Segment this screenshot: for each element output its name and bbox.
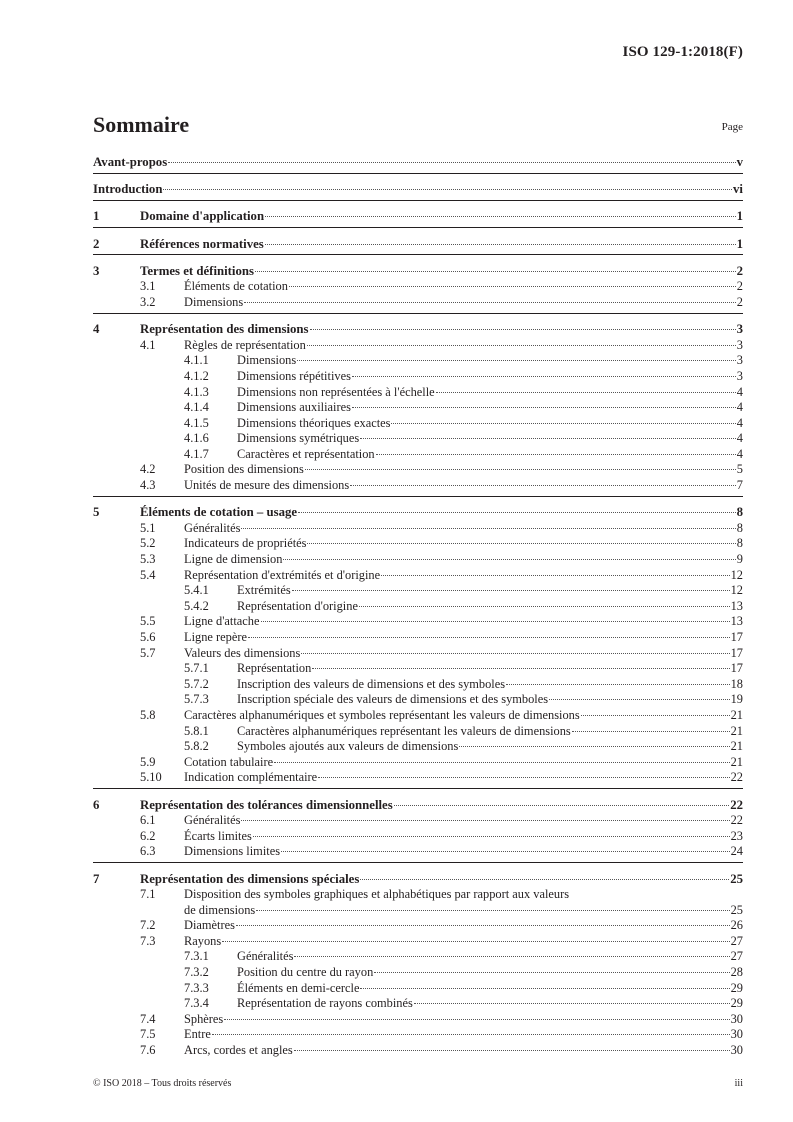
toc-entry-page[interactable]: 19 bbox=[730, 692, 743, 707]
toc-entry-number: 7.6 bbox=[140, 1043, 156, 1058]
toc-entry-number: 5.8.2 bbox=[184, 739, 209, 754]
toc-entry-label[interactable]: Dimensions répétitives bbox=[237, 368, 351, 383]
toc-entry-page[interactable]: 21 bbox=[730, 754, 743, 769]
dot-leader bbox=[310, 329, 736, 330]
toc-entry-page[interactable]: 27 bbox=[730, 933, 743, 948]
toc-entry-label[interactable]: Extrémités bbox=[237, 583, 291, 598]
toc-entry[interactable] bbox=[93, 505, 743, 521]
dot-leader bbox=[265, 216, 736, 217]
toc-entry-page[interactable]: 4 bbox=[736, 446, 743, 461]
toc-entry-number: 4.1 bbox=[140, 337, 156, 352]
toc-entry[interactable] bbox=[93, 279, 743, 295]
dot-leader bbox=[274, 762, 729, 763]
toc-entry[interactable] bbox=[93, 903, 743, 919]
dot-leader bbox=[572, 731, 730, 732]
footer-copyright: © ISO 2018 – Tous droits réservés bbox=[93, 1078, 232, 1089]
toc-entry-number: 6.2 bbox=[140, 828, 156, 843]
toc-entry-label[interactable]: Généralités bbox=[184, 520, 241, 535]
toc-entry-page[interactable]: 12 bbox=[730, 567, 743, 582]
toc-entry-number: 5.7.1 bbox=[184, 661, 209, 676]
toc-entry[interactable] bbox=[93, 996, 743, 1012]
toc-entry-number: 5.5 bbox=[140, 614, 156, 629]
toc-entry-number: 1 bbox=[93, 209, 100, 224]
dot-leader bbox=[549, 699, 730, 700]
toc-entry-label[interactable]: Caractères et représentation bbox=[237, 446, 375, 461]
toc-entry-label[interactable]: Position du centre du rayon bbox=[237, 965, 374, 980]
dot-leader bbox=[261, 621, 730, 622]
dot-leader bbox=[581, 715, 730, 716]
toc-entry[interactable] bbox=[93, 949, 743, 965]
toc-entry-page[interactable]: 29 bbox=[730, 996, 743, 1011]
toc-entry-label[interactable]: Représentation d'extrémités et d'origine bbox=[184, 567, 381, 582]
toc-entry-number: 6.1 bbox=[140, 813, 156, 828]
toc-entry[interactable] bbox=[93, 385, 743, 401]
toc-entry-label[interactable]: Sphères bbox=[184, 1011, 224, 1026]
toc-entry-number: 3.1 bbox=[140, 279, 156, 294]
toc-entry[interactable] bbox=[93, 813, 743, 829]
toc-entry[interactable] bbox=[93, 182, 743, 198]
toc-entry-number: 5.9 bbox=[140, 754, 156, 769]
dot-leader bbox=[294, 956, 729, 957]
toc-entry-page[interactable]: 17 bbox=[730, 630, 743, 644]
toc-entry-label[interactable]: Dimensions bbox=[184, 294, 244, 309]
toc-entry-label[interactable]: Écarts limites bbox=[184, 828, 252, 843]
toc-entry-page[interactable]: 30 bbox=[730, 1011, 743, 1026]
toc-entry[interactable] bbox=[93, 416, 743, 432]
toc-entry[interactable] bbox=[93, 338, 743, 354]
toc-entry-page[interactable]: 8 bbox=[736, 520, 743, 535]
toc-entry-number: 4.1.2 bbox=[184, 368, 209, 383]
dot-leader bbox=[391, 423, 735, 424]
toc-entry[interactable] bbox=[93, 462, 743, 478]
toc-entry-number: 5.2 bbox=[140, 536, 156, 551]
toc-entry-page[interactable]: 13 bbox=[730, 598, 743, 613]
toc-entry-label[interactable]: Ligne repère bbox=[184, 630, 247, 644]
dot-leader bbox=[352, 407, 736, 408]
dot-leader bbox=[265, 244, 736, 245]
toc-entry-page[interactable]: 3 bbox=[736, 353, 743, 368]
toc-entry[interactable] bbox=[93, 447, 743, 463]
dot-leader bbox=[281, 851, 730, 852]
toc-entry-number: 4.1.6 bbox=[184, 431, 209, 446]
toc-entry-page[interactable]: 8 bbox=[736, 505, 743, 520]
dot-leader bbox=[163, 189, 732, 190]
toc-entry[interactable] bbox=[93, 264, 743, 280]
toc-entry-page[interactable]: 4 bbox=[736, 400, 743, 415]
toc-entry-label[interactable]: Dimensions théoriques exactes bbox=[237, 415, 391, 430]
toc-entry-page[interactable]: 21 bbox=[730, 723, 743, 738]
toc-entry[interactable] bbox=[93, 599, 743, 615]
toc-entry-page[interactable]: 22 bbox=[730, 813, 743, 828]
toc-entry-page[interactable]: 23 bbox=[730, 828, 743, 843]
toc-entry[interactable] bbox=[93, 369, 743, 385]
toc-entry[interactable] bbox=[93, 431, 743, 447]
toc-entry-number: 7.3.1 bbox=[184, 949, 209, 964]
toc-entry-number: 7.3.2 bbox=[184, 965, 209, 980]
dot-leader bbox=[289, 286, 736, 287]
toc-entry[interactable] bbox=[93, 155, 743, 171]
toc-entry[interactable] bbox=[93, 1012, 743, 1028]
toc-entry[interactable] bbox=[93, 536, 743, 552]
toc-entry[interactable] bbox=[93, 965, 743, 981]
section-divider bbox=[93, 173, 743, 174]
toc-entry[interactable] bbox=[93, 798, 743, 814]
toc-entry-number: 5 bbox=[93, 505, 100, 520]
toc-entry-number: 2 bbox=[93, 236, 100, 251]
dot-leader bbox=[298, 512, 735, 513]
toc-entry-label[interactable]: Ligne de dimension bbox=[184, 552, 283, 567]
toc-entry-number: 5.7.3 bbox=[184, 692, 209, 707]
dot-leader bbox=[376, 454, 736, 455]
toc-entry-page[interactable]: 18 bbox=[730, 676, 743, 691]
toc-entry-page[interactable]: 22 bbox=[730, 797, 743, 812]
toc-entry-number: 7.3 bbox=[140, 933, 156, 948]
dot-leader bbox=[301, 653, 729, 654]
toc-entry-number: 3 bbox=[93, 263, 100, 278]
dot-leader bbox=[241, 820, 729, 821]
dot-leader bbox=[305, 469, 736, 470]
dot-leader bbox=[350, 485, 736, 486]
toc-entry-label[interactable]: Éléments en demi-cercle bbox=[237, 980, 360, 995]
toc-entry-label[interactable]: Règles de représentation bbox=[184, 337, 306, 352]
toc-entry-number: 6.3 bbox=[140, 844, 156, 859]
toc-entry[interactable] bbox=[93, 1027, 743, 1043]
toc-entry-label[interactable]: Position des dimensions bbox=[184, 462, 304, 477]
toc-entry-number: 4.1.4 bbox=[184, 400, 209, 415]
dot-leader bbox=[307, 345, 736, 346]
toc-entry-number: 7.4 bbox=[140, 1011, 156, 1026]
toc-entry-label[interactable]: Diamètres bbox=[184, 918, 235, 933]
toc-entry[interactable] bbox=[93, 1043, 743, 1059]
dot-leader bbox=[506, 684, 730, 685]
toc-entry[interactable] bbox=[93, 583, 743, 599]
toc-entry-page[interactable]: 17 bbox=[730, 661, 743, 676]
toc-entry-page[interactable]: 8 bbox=[736, 536, 743, 551]
toc-entry-page[interactable]: 9 bbox=[736, 552, 743, 567]
toc-entry-page[interactable]: 29 bbox=[730, 980, 743, 995]
dot-leader bbox=[381, 575, 729, 576]
toc-entry-label[interactable]: Dimensions symétriques bbox=[237, 431, 360, 446]
toc-entry[interactable] bbox=[93, 661, 743, 677]
toc-entry-label[interactable]: Références normatives bbox=[140, 236, 264, 251]
toc-entry-number: 5.4 bbox=[140, 567, 156, 582]
toc-entry-label[interactable]: Représentation de rayons combinés bbox=[237, 996, 413, 1011]
toc-entry-number: 4.1.1 bbox=[184, 353, 209, 368]
dot-leader bbox=[297, 360, 736, 361]
toc-entry-label[interactable]: Indicateurs de propriétés bbox=[184, 536, 307, 551]
toc-entry-number: 7.2 bbox=[140, 918, 156, 933]
dot-leader bbox=[283, 559, 735, 560]
dot-leader bbox=[374, 972, 729, 973]
toc-entry-number: 5.8 bbox=[140, 707, 156, 722]
toc-entry-label[interactable]: Caractères alphanumériques représentant les valeurs de dimensions bbox=[237, 723, 571, 738]
toc-entry-page[interactable]: 21 bbox=[730, 739, 743, 754]
toc-entry-page[interactable]: 4 bbox=[736, 415, 743, 430]
toc-entry[interactable] bbox=[93, 630, 743, 646]
toc-entry-label[interactable]: Termes et définitions bbox=[140, 263, 254, 278]
toc-entry-number: 5.6 bbox=[140, 630, 156, 644]
dot-leader bbox=[241, 528, 735, 529]
toc-entry-label[interactable]: Dimensions auxiliaires bbox=[237, 400, 351, 415]
toc-entry-page[interactable]: 1 bbox=[736, 209, 743, 224]
toc-entry-page[interactable]: 1 bbox=[736, 236, 743, 251]
toc-entry-number: 7.3.3 bbox=[184, 980, 209, 995]
toc-entry-page[interactable]: 24 bbox=[730, 844, 743, 859]
toc-entry-page[interactable]: 2 bbox=[736, 294, 743, 309]
toc-entry-page[interactable]: 4 bbox=[736, 431, 743, 446]
section-divider bbox=[93, 200, 743, 201]
toc-entry[interactable] bbox=[93, 887, 743, 903]
toc-entry[interactable] bbox=[93, 209, 743, 225]
toc-entry[interactable] bbox=[93, 918, 743, 934]
toc-entry-page[interactable]: 3 bbox=[736, 322, 743, 337]
toc-entry[interactable] bbox=[93, 353, 743, 369]
toc-entry-page[interactable]: 3 bbox=[736, 368, 743, 383]
toc-entry-label[interactable]: Introduction bbox=[93, 182, 163, 197]
toc-entry-label[interactable]: Représentation des dimensions spéciales bbox=[140, 871, 360, 886]
toc-entry-page[interactable]: 21 bbox=[730, 707, 743, 722]
section-divider bbox=[93, 227, 743, 228]
toc-entry-number: 7.3.4 bbox=[184, 996, 209, 1011]
toc-entry-label[interactable]: Avant-propos bbox=[93, 155, 168, 169]
toc-entry[interactable] bbox=[93, 322, 743, 338]
toc-entry-label[interactable]: Représentation des tolérances dimensionnelles bbox=[140, 797, 393, 812]
dot-leader bbox=[222, 941, 729, 942]
toc-entry[interactable] bbox=[93, 981, 743, 997]
toc-entry-label[interactable]: Domaine d'application bbox=[140, 209, 265, 224]
toc-entry-number: 4.1.7 bbox=[184, 446, 209, 461]
toc-entry-page[interactable]: 13 bbox=[730, 614, 743, 629]
toc-entry-number: 5.10 bbox=[140, 770, 162, 785]
toc-entry-number: 7.1 bbox=[140, 887, 156, 902]
toc-entry[interactable] bbox=[93, 872, 743, 888]
toc-entry[interactable] bbox=[93, 237, 743, 253]
dot-leader bbox=[359, 606, 730, 607]
toc-entry-label[interactable]: Valeurs des dimensions bbox=[184, 645, 301, 660]
page-title: Sommaire bbox=[93, 112, 190, 137]
toc-entry-label[interactable]: de dimensions bbox=[184, 902, 256, 917]
toc-entry-label[interactable]: Unités de mesure des dimensions bbox=[184, 478, 350, 493]
toc-entry-page[interactable]: v bbox=[736, 155, 743, 169]
toc-entry-label[interactable]: Éléments de cotation – usage bbox=[140, 505, 298, 520]
toc-entry[interactable] bbox=[93, 692, 743, 708]
toc-entry-page[interactable]: 28 bbox=[730, 965, 743, 980]
toc-entry-page[interactable]: vi bbox=[733, 182, 743, 197]
toc-entry[interactable] bbox=[93, 829, 743, 845]
toc-entry-label[interactable]: Dimensions non représentées à l'échelle bbox=[237, 384, 435, 399]
toc-entry-number: 6 bbox=[93, 797, 100, 812]
dot-leader bbox=[414, 1003, 730, 1004]
section-divider bbox=[93, 862, 743, 863]
toc-entry[interactable] bbox=[93, 521, 743, 537]
dot-leader bbox=[360, 438, 736, 439]
toc-entry-label[interactable]: Cotation tabulaire bbox=[184, 754, 274, 769]
toc-entry-label[interactable]: Ligne d'attache bbox=[184, 614, 260, 629]
toc-entry[interactable] bbox=[93, 400, 743, 416]
section-divider bbox=[93, 313, 743, 314]
dot-leader bbox=[294, 1050, 730, 1051]
toc-entry-label[interactable]: Caractères alphanumériques et symboles représentant les valeurs de dimensions bbox=[184, 707, 580, 722]
dot-leader bbox=[307, 543, 735, 544]
toc-entry-number: 4.1.3 bbox=[184, 384, 209, 399]
toc-entry-page[interactable]: 26 bbox=[730, 918, 743, 933]
toc-entry[interactable] bbox=[93, 677, 743, 693]
toc-entry-number: 4.1.5 bbox=[184, 415, 209, 430]
dot-leader bbox=[312, 668, 729, 669]
toc-entry-number: 5.4.1 bbox=[184, 583, 209, 598]
dot-leader bbox=[318, 777, 729, 778]
toc-entry-label[interactable]: Représentation bbox=[237, 661, 312, 676]
toc-entry[interactable] bbox=[93, 755, 743, 771]
dot-leader bbox=[394, 805, 729, 806]
toc-entry-label[interactable]: Dimensions limites bbox=[184, 844, 281, 859]
toc-entry-page[interactable]: 7 bbox=[736, 478, 743, 493]
toc-entry-number: 4 bbox=[93, 322, 100, 337]
dot-leader bbox=[292, 590, 730, 591]
toc-entry-page[interactable]: 2 bbox=[736, 279, 743, 294]
toc-entry-number: 5.7 bbox=[140, 645, 156, 660]
toc-entry-number: 4.3 bbox=[140, 478, 156, 493]
toc-entry-label[interactable]: Rayons bbox=[184, 933, 222, 948]
toc-entry-page[interactable]: 3 bbox=[736, 337, 743, 352]
toc-entry-page[interactable]: 27 bbox=[730, 949, 743, 964]
dot-leader bbox=[459, 746, 729, 747]
dot-leader bbox=[352, 376, 736, 377]
toc-entry-page[interactable]: 30 bbox=[730, 1027, 743, 1042]
dot-leader bbox=[253, 836, 730, 837]
toc-entry-number: 5.1 bbox=[140, 520, 156, 535]
section-divider bbox=[93, 496, 743, 497]
toc-entry-number: 5.4.2 bbox=[184, 598, 209, 613]
toc-entry[interactable] bbox=[93, 724, 743, 740]
toc-entry-label[interactable]: Généralités bbox=[184, 813, 241, 828]
dot-leader bbox=[212, 1034, 730, 1035]
toc-entry-page[interactable]: 25 bbox=[730, 902, 743, 917]
toc-entry-number: 7.5 bbox=[140, 1027, 156, 1042]
toc-entry-label[interactable]: Entre bbox=[184, 1027, 211, 1042]
toc-entry-label[interactable]: Inscription spéciale des valeurs de dimensions et des symboles bbox=[237, 692, 549, 707]
toc-entry[interactable] bbox=[93, 708, 743, 724]
toc-entry-number: 3.2 bbox=[140, 294, 156, 309]
toc-entry[interactable] bbox=[93, 478, 743, 494]
toc-entry-page[interactable]: 25 bbox=[730, 871, 743, 886]
toc-entry-label[interactable]: Symboles ajoutés aux valeurs de dimensions bbox=[237, 739, 459, 754]
section-divider bbox=[93, 788, 743, 789]
toc-entry-page[interactable]: 17 bbox=[730, 645, 743, 660]
footer-page-number: iii bbox=[734, 1078, 743, 1089]
toc-entry[interactable] bbox=[93, 934, 743, 950]
toc-entry-label[interactable]: Disposition des symboles graphiques et alphabétiques par rapport aux valeurs bbox=[184, 887, 570, 902]
toc-entry-label[interactable]: Indication complémentaire bbox=[184, 770, 318, 785]
toc-entry[interactable] bbox=[93, 295, 743, 311]
toc-entry-number: 5.8.1 bbox=[184, 723, 209, 738]
toc-entry-number: 4.2 bbox=[140, 462, 156, 477]
toc-entry[interactable] bbox=[93, 646, 743, 662]
dot-leader bbox=[256, 910, 729, 911]
toc-entry-page[interactable]: 30 bbox=[730, 1043, 743, 1058]
toc-entry-label[interactable]: Éléments de cotation bbox=[184, 279, 288, 294]
toc-entry-label[interactable]: Généralités bbox=[237, 949, 294, 964]
dot-leader bbox=[255, 271, 736, 272]
toc-entry[interactable] bbox=[93, 552, 743, 568]
toc-entry-page[interactable]: 22 bbox=[730, 770, 743, 785]
toc-entry-page[interactable]: 5 bbox=[736, 462, 743, 477]
toc-entry-number: 7 bbox=[93, 871, 100, 886]
page-column-label: Page bbox=[721, 121, 743, 133]
dot-leader bbox=[436, 392, 736, 393]
section-divider bbox=[93, 254, 743, 255]
toc-entry-label[interactable]: Dimensions bbox=[237, 353, 297, 368]
dot-leader bbox=[360, 988, 729, 989]
toc-entry-page[interactable]: 4 bbox=[736, 384, 743, 399]
toc-entry[interactable] bbox=[93, 614, 743, 630]
dot-leader bbox=[236, 925, 730, 926]
table-of-contents bbox=[93, 155, 743, 1059]
toc-entry[interactable] bbox=[93, 739, 743, 755]
toc-entry-label[interactable]: Représentation des dimensions bbox=[140, 322, 309, 337]
dot-leader bbox=[360, 879, 729, 880]
dot-leader bbox=[224, 1019, 729, 1020]
dot-leader bbox=[168, 162, 735, 163]
toc-entry-number: 5.7.2 bbox=[184, 676, 209, 691]
toc-entry[interactable] bbox=[93, 844, 743, 860]
toc-entry-page[interactable]: 12 bbox=[730, 583, 743, 598]
toc-entry-number: 5.3 bbox=[140, 552, 156, 567]
toc-entry-page[interactable]: 2 bbox=[736, 263, 743, 278]
dot-leader bbox=[248, 637, 730, 638]
toc-entry-label[interactable]: Inscription des valeurs de dimensions et des symboles bbox=[237, 676, 506, 691]
dot-leader bbox=[244, 302, 736, 303]
document-id: ISO 129-1:2018(F) bbox=[622, 44, 743, 60]
toc-entry-label[interactable]: Arcs, cordes et angles bbox=[184, 1043, 293, 1058]
toc-entry[interactable] bbox=[93, 568, 743, 584]
toc-entry-label[interactable]: Représentation d'origine bbox=[237, 598, 358, 613]
toc-entry[interactable] bbox=[93, 770, 743, 786]
